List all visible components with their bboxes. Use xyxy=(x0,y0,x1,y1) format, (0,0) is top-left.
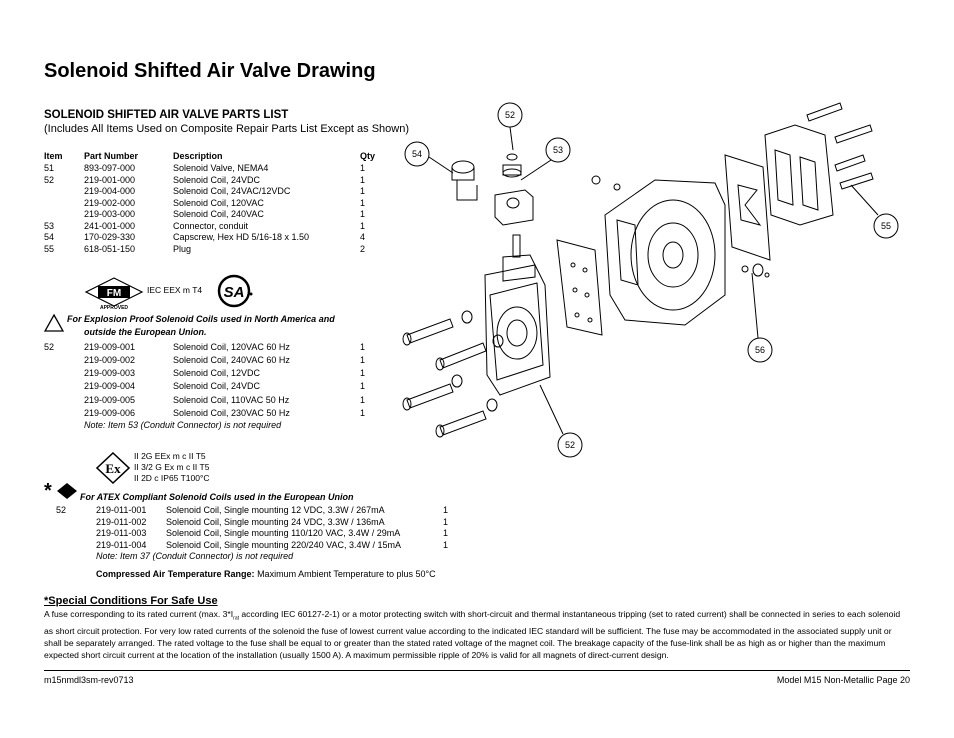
atex-table-row-qty: 1 xyxy=(443,505,449,515)
parts-table-row-part-number: 219-001-000 xyxy=(84,174,136,185)
fm-table-row-description: Solenoid Coil, 24VDC xyxy=(173,381,261,391)
callout-54-label: 54 xyxy=(411,149,423,159)
atex-table-row-description: Solenoid Coil, Single mounting 220/240 VAC, 3.4W / 15mA xyxy=(166,540,401,551)
parts-table-row-item: 54 xyxy=(44,232,55,242)
fm-table-row-qty: 1 xyxy=(360,381,366,391)
parts-table-row-qty: 2 xyxy=(360,243,366,254)
col-qty: Qty xyxy=(360,151,376,161)
fm-table-row-description: Solenoid Coil, 240VAC 60 Hz xyxy=(173,355,290,365)
callout-53-label: 53 xyxy=(552,145,564,155)
safe-use-body xyxy=(44,608,906,661)
valve-housing xyxy=(605,180,725,325)
temp-range-value: Maximum Ambient Temperature to plus 50°C xyxy=(257,569,436,579)
parts-table-row-qty: 1 xyxy=(360,174,366,185)
fm-logo-sub: APPROVED xyxy=(99,305,129,310)
safe-use-body-part1: A fuse corresponding to its rated current (max. 3*I xyxy=(44,609,234,619)
fm-table-row-part-number: 219-009-001 xyxy=(84,342,136,352)
fm-table-row-item: 52 xyxy=(44,342,55,352)
parts-table-row-part-number: 219-004-000 xyxy=(84,186,136,196)
asterisk-mark: * xyxy=(44,480,52,502)
atex-table-row-description: Solenoid Coil, Single mounting 24 VDC, 3.3W / 136mA xyxy=(166,516,385,527)
safe-use-heading: *Special Conditions For Safe Use xyxy=(44,595,218,607)
fm-table-row-description: Solenoid Coil, 230VAC 50 Hz xyxy=(173,408,290,418)
callout-56-label: 56 xyxy=(754,345,766,355)
parts-table-row-description: Solenoid Coil, 24VAC/12VDC xyxy=(173,186,291,196)
fm-heading-line1: For Explosion Proof Solenoid Coils used in North America and xyxy=(67,314,335,324)
atex-cert-line2: II 3/2 G Ex m c II T5 xyxy=(134,462,210,472)
parts-table-row-qty: 4 xyxy=(360,232,366,242)
warning-triangle-icon xyxy=(44,314,64,332)
parts-table-row-qty: 1 xyxy=(360,209,366,219)
parts-table-row-description: Solenoid Coil, 24VDC xyxy=(173,174,261,185)
parts-table-row-description: Connector, conduit xyxy=(173,220,249,231)
atex-table-row-qty: 1 xyxy=(443,516,449,527)
atex-table-row-part-number: 219-011-003 xyxy=(96,528,147,539)
footer-right: Model M15 Non-Metallic Page 20 xyxy=(776,675,910,685)
parts-table-row-qty: 1 xyxy=(360,197,366,208)
callout-52-bottom-label: 52 xyxy=(564,440,576,450)
callout-52-top-label: 52 xyxy=(504,110,516,120)
fm-table-row-part-number: 219-009-005 xyxy=(84,395,136,405)
diamond-icon xyxy=(56,482,78,500)
fm-table-row-description: Solenoid Coil, 12VDC xyxy=(173,368,261,378)
parts-table-row-part-number: 893-097-000 xyxy=(84,163,136,173)
parts-list-subheading: (Includes All Items Used on Composite Repair Parts List Except as Shown) xyxy=(44,123,409,135)
atex-heading: For ATEX Compliant Solenoid Coils used in the European Union xyxy=(80,492,354,502)
parts-table-row-description: Solenoid Coil, 240VAC xyxy=(173,209,264,219)
atex-cert-line3: II 2D c IP65 T100°C xyxy=(134,473,210,483)
capscrews-left xyxy=(403,311,503,437)
callout-55-label: 55 xyxy=(880,221,892,231)
temp-range-label: Compressed Air Temperature Range: xyxy=(96,569,255,579)
fm-heading-line2: outside the European Union. xyxy=(84,327,207,337)
csa-logo xyxy=(216,272,256,312)
parts-table-row-qty: 1 xyxy=(360,186,366,196)
parts-table-row-part-number: 618-051-150 xyxy=(84,243,136,254)
atex-table-row-item: 52 xyxy=(56,505,67,515)
temp-range xyxy=(96,569,436,579)
parts-table-row-part-number: 170-029-330 xyxy=(84,232,136,242)
ex-logo-text: Ex xyxy=(105,461,121,476)
col-item: Item xyxy=(44,151,63,161)
fm-logo-text: FM xyxy=(106,288,122,299)
parts-table-row-item: 55 xyxy=(44,243,55,254)
parts-table-row-qty: 1 xyxy=(360,163,366,173)
footer-left: m15nmdl3sm-rev0713 xyxy=(44,675,134,685)
fm-table-row-part-number: 219-009-002 xyxy=(84,355,136,365)
parts-list-heading: SOLENOID SHIFTED AIR VALVE PARTS LIST xyxy=(44,109,289,121)
parts-table-row-description: Solenoid Valve, NEMA4 xyxy=(173,163,269,173)
parts-table-row-qty: 1 xyxy=(360,220,366,231)
parts-table-row-item: 51 xyxy=(44,163,55,173)
atex-table-row-part-number: 219-011-002 xyxy=(96,516,147,527)
parts-table-row-description: Plug xyxy=(173,243,192,254)
fm-table-row-part-number: 219-009-004 xyxy=(84,381,136,391)
parts-table-row-description: Capscrew, Hex HD 5/16-18 x 1.50 xyxy=(173,232,310,242)
atex-table-row-description: Solenoid Coil, Single mounting 110/120 VAC, 3.4W / 29mA xyxy=(166,528,401,539)
parts-table-row-description: Solenoid Coil, 120VAC xyxy=(173,197,264,208)
atex-table-row-description: Solenoid Coil, Single mounting 12 VDC, 3.3W / 267mA xyxy=(166,505,385,515)
exploded-drawing xyxy=(395,95,915,465)
end-cap xyxy=(765,125,833,225)
ex-logo xyxy=(96,452,130,484)
fm-table-row-part-number: 219-009-003 xyxy=(84,368,136,378)
atex-note: Note: Item 37 (Conduit Connector) is not required xyxy=(96,551,294,561)
parts-table-row-item: 52 xyxy=(44,174,55,185)
fm-table-row-qty: 1 xyxy=(360,355,366,365)
parts-table-row-part-number: 241-001-000 xyxy=(84,220,136,231)
col-description: Description xyxy=(173,151,223,161)
fm-table-row-description: Solenoid Coil, 110VAC 50 Hz xyxy=(173,395,290,405)
atex-table-row-part-number: 219-011-004 xyxy=(96,540,147,551)
fm-table-row-part-number: 219-009-006 xyxy=(84,408,136,418)
atex-table-row-qty: 1 xyxy=(443,528,449,539)
safe-use-body-part2: according IEC 60127-2-1) or a motor protecting switch with short-circuit and thermal instantaneous tripping (set to rated current) shall be connected in series to each solenoid as short circuit protection. For very low rated currents of the solenoid the fuse of lowest current value according to the indicated IEC standard will be sufficient. The fuse may be accommodated in the associated supply unit or shall be separately arranged. The rated voltage to the fuse shall be equal to or greater than the stated rated voltage of the magnet coil. The breakage capacity of the fuse-link shall be as high as or higher than the maximum expected short circuit current at the location of the installation (usually 1500 A). A maximum permissible ripple of 20% is valid for all magnets of direct-current design. xyxy=(44,609,901,660)
fm-approved-logo xyxy=(84,276,144,310)
col-part-number: Part Number xyxy=(84,151,139,161)
safe-use-body-sub: rat xyxy=(233,615,239,622)
fm-table-row-qty: 1 xyxy=(360,342,366,352)
atex-table-row-qty: 1 xyxy=(443,540,449,551)
fm-table-row-description: Solenoid Coil, 120VAC 60 Hz xyxy=(173,342,290,352)
csa-logo-text: SA xyxy=(223,284,245,301)
atex-cert-line1: II 2G EEx m c II T5 xyxy=(134,451,206,461)
gasket-plate xyxy=(557,240,602,335)
fm-note: Note: Item 53 (Conduit Connector) is not required xyxy=(84,420,282,430)
iec-text: IEC EEX m T4 xyxy=(147,285,203,295)
fm-table-row-qty: 1 xyxy=(360,408,366,418)
parts-table-row-part-number: 219-003-000 xyxy=(84,209,136,219)
page-title: Solenoid Shifted Air Valve Drawing xyxy=(44,60,376,82)
fm-table-row-qty: 1 xyxy=(360,395,366,405)
parts-table-row-item: 53 xyxy=(44,220,55,231)
footer-rule xyxy=(44,670,910,671)
atex-table-row-part-number: 219-011-001 xyxy=(96,505,147,515)
fm-table-row-qty: 1 xyxy=(360,368,366,378)
parts-table-row-part-number: 219-002-000 xyxy=(84,197,136,208)
